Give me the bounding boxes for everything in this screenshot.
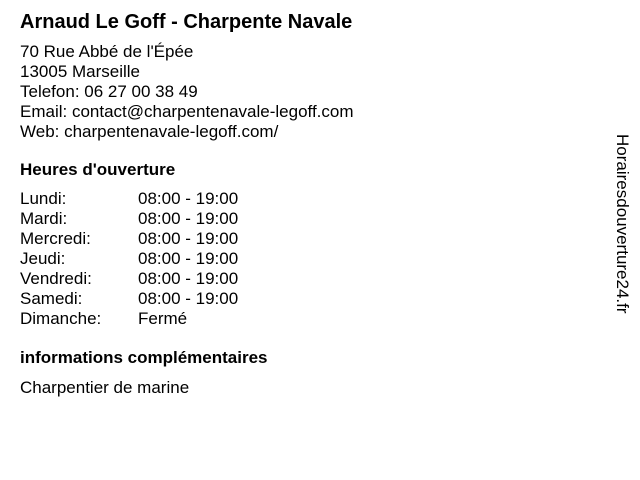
hours-day: Vendredi: <box>20 269 92 288</box>
phone-number[interactable]: Telefon: 06 27 00 38 49 <box>20 82 198 101</box>
hours-day: Lundi: <box>20 189 67 208</box>
hours-row-mardi <box>20 209 238 229</box>
hours-row-lundi <box>20 189 238 209</box>
opening-hours-title: Heures d'ouverture <box>20 160 176 179</box>
hours-row-samedi <box>20 289 238 309</box>
email-address[interactable]: Email: contact@charpentenavale-legoff.com <box>20 102 354 121</box>
hours-time: 08:00 - 19:00 <box>138 209 239 228</box>
hours-time: 08:00 - 19:00 <box>138 289 239 308</box>
hours-row-vendredi <box>20 269 238 289</box>
hours-time: 08:00 - 19:00 <box>138 249 239 268</box>
hours-time: 08:00 - 19:00 <box>138 189 239 208</box>
business-card <box>20 10 580 398</box>
hours-day: Samedi: <box>20 289 83 308</box>
hours-day: Dimanche: <box>20 309 102 328</box>
address-line-city: 13005 Marseille <box>20 62 141 81</box>
hours-time: 08:00 - 19:00 <box>138 269 239 288</box>
additional-info-title: informations complémentaires <box>20 348 268 367</box>
website-link[interactable]: Web: charpentenavale-legoff.com/ <box>20 122 279 141</box>
watermark-text: Horairesdouverture24.fr <box>613 134 632 314</box>
additional-info-text: Charpentier de marine <box>20 378 190 397</box>
business-name: Arnaud Le Goff - Charpente Navale <box>20 11 353 33</box>
hours-day: Mardi: <box>20 209 68 228</box>
hours-time: 08:00 - 19:00 <box>138 229 239 248</box>
hours-time: Fermé <box>138 309 188 328</box>
hours-day: Jeudi: <box>20 249 66 268</box>
opening-hours-table <box>20 189 238 329</box>
hours-row-mercredi <box>20 229 238 249</box>
hours-row-dimanche <box>20 309 238 329</box>
hours-day: Mercredi: <box>20 229 91 248</box>
address-line-street: 70 Rue Abbé de l'Épée <box>20 42 194 61</box>
hours-row-jeudi <box>20 249 238 269</box>
